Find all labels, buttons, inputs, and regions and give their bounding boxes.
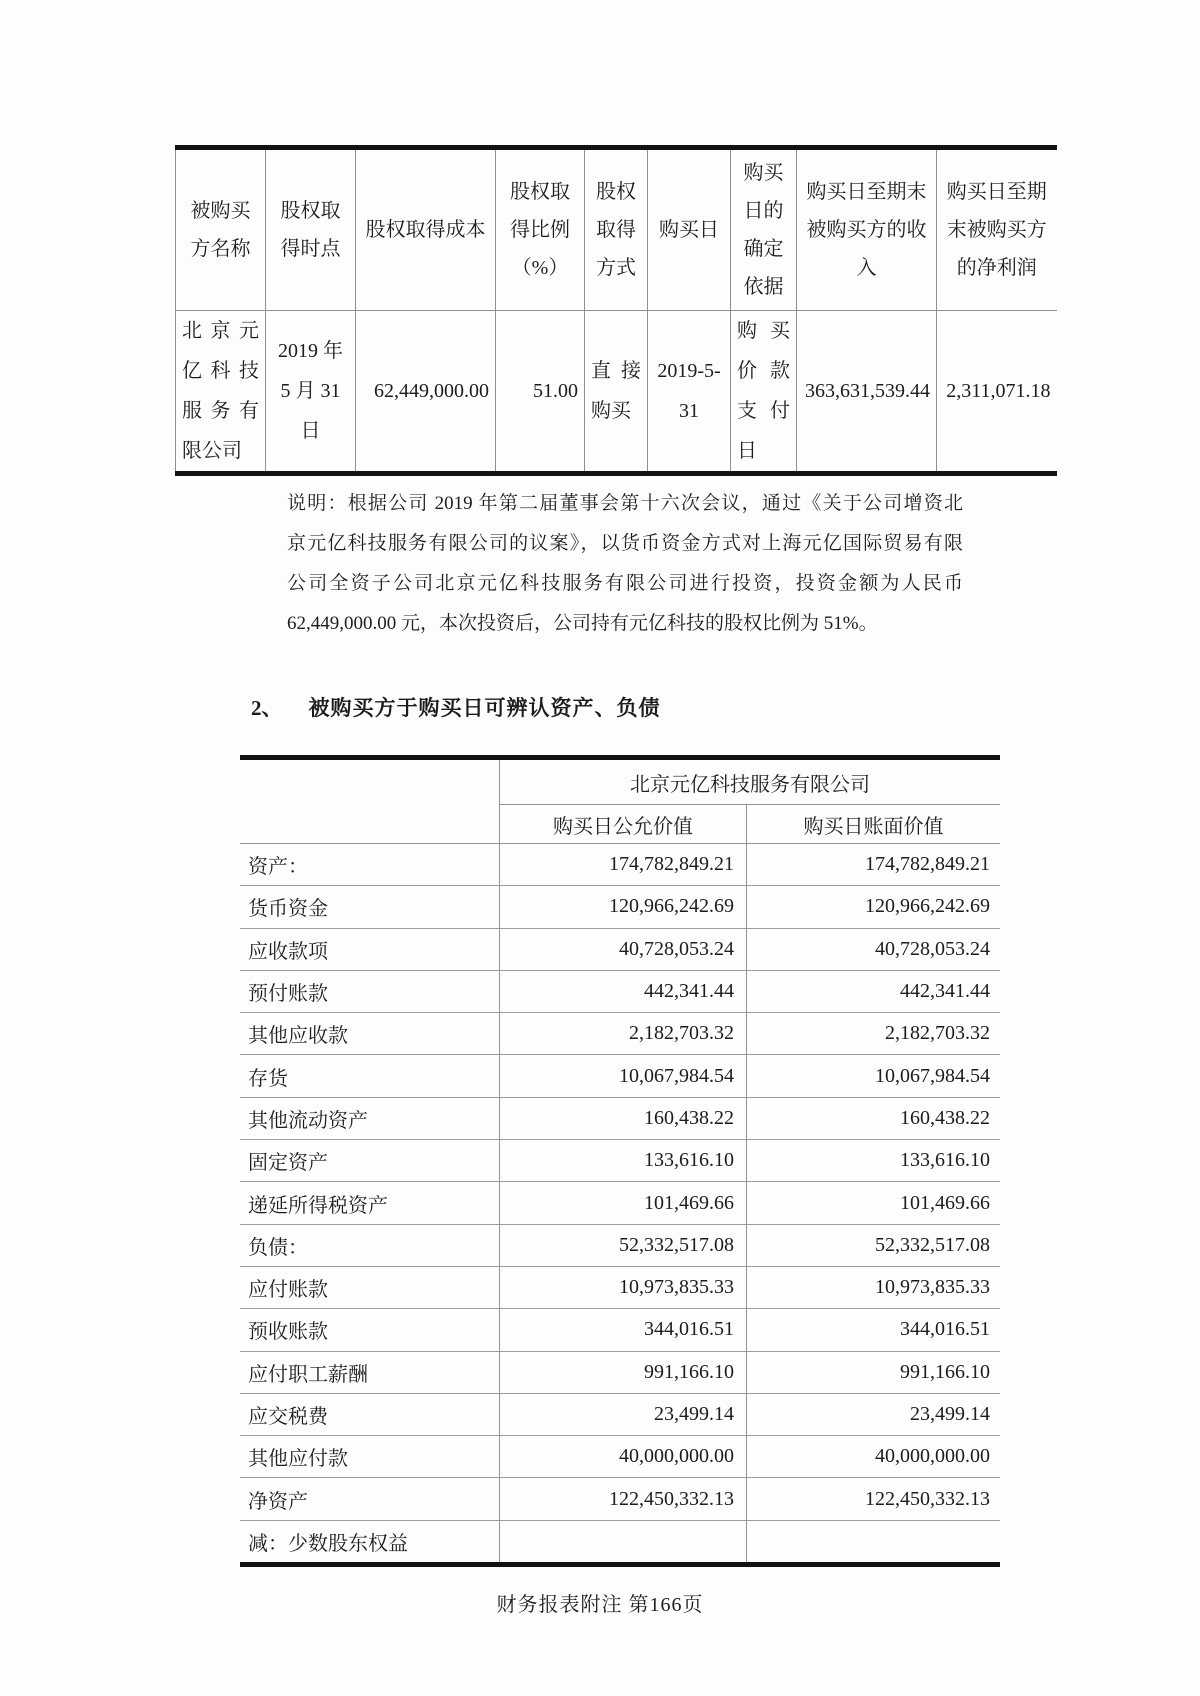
book-value-cell: 344,016.51	[900, 1318, 990, 1341]
fair-value-cell	[500, 1521, 747, 1562]
row-label: 应付职工薪酬	[240, 1352, 500, 1393]
fair-value-cell: 40,000,000.00	[500, 1436, 747, 1477]
note-line: 62,449,000.00 元，本次投资后，公司持有元亿科技的股权比例为 51%。	[287, 613, 878, 634]
note-line: 京元亿科技服务有限公司的议案》，以货币资金方式对上海元亿国际贸易有限	[287, 533, 963, 554]
row-label: 应收款项	[240, 929, 500, 970]
identifiable-assets-table	[240, 755, 1000, 1567]
cell-acquisition-time: 2019 年 5 月 31 日	[266, 311, 356, 474]
row-label: 存货	[240, 1055, 500, 1096]
acquisition-table-header-row	[176, 148, 1057, 311]
book-value-cell: 120,966,242.69	[865, 895, 990, 918]
note-line: 公司全资子公司北京元亿科技服务有限公司进行投资，投资金额为人民币	[287, 573, 963, 594]
table-row	[240, 1394, 1000, 1436]
row-label: 预付账款	[240, 971, 500, 1012]
table-row	[240, 1098, 1000, 1140]
cell-purchase-date: 2019-5-31	[648, 311, 731, 474]
row-label: 资产：	[240, 844, 500, 885]
book-value-cell: 442,341.44	[900, 980, 990, 1003]
book-value-cell	[747, 1521, 1000, 1562]
table-row	[240, 886, 1000, 928]
fair-value-cell: 120,966,242.69	[500, 886, 747, 927]
fair-value-cell: 40,728,053.24	[500, 929, 747, 970]
table-row	[240, 1267, 1000, 1309]
book-value-cell: 10,973,835.33	[875, 1276, 990, 1299]
fair-value-cell: 991,166.10	[500, 1352, 747, 1393]
section-title: 被购买方于购买日可辨认资产、负债	[308, 696, 661, 720]
table-row	[240, 929, 1000, 971]
header-equity-ratio: 股权取得比例（%）	[496, 148, 585, 311]
fair-value-cell: 23,499.14	[500, 1394, 747, 1435]
cell-acquiree-name: 北京元亿科技服务有限公司	[176, 311, 266, 474]
book-value-cell: 52,332,517.08	[875, 1233, 990, 1256]
header-acquisition-time: 股权取得时点	[266, 148, 356, 311]
header-acquiree-name: 被购买方名称	[176, 148, 266, 311]
table-row	[240, 1140, 1000, 1182]
book-value-column-header: 购买日账面价值	[803, 815, 944, 838]
section-number: 2、	[251, 696, 283, 720]
book-value-cell: 40,000,000.00	[875, 1445, 990, 1468]
fair-value-cell: 2,182,703.32	[500, 1013, 747, 1054]
book-value-cell: 133,616.10	[900, 1149, 990, 1172]
table-row	[240, 1013, 1000, 1055]
section-heading	[251, 692, 661, 722]
row-label: 其他应付款	[240, 1436, 500, 1477]
fair-value-cell: 122,450,332.13	[500, 1478, 747, 1519]
book-value-cell: 10,067,984.54	[875, 1064, 990, 1087]
row-label: 减：少数股东权益	[240, 1521, 500, 1562]
cell-acquisition-method: 直接购买	[585, 311, 648, 474]
book-value-cell: 40,728,053.24	[875, 937, 990, 960]
fair-value-cell: 160,438.22	[500, 1098, 747, 1139]
table-row	[240, 1478, 1000, 1520]
fair-value-cell: 133,616.10	[500, 1140, 747, 1181]
fair-value-cell: 101,469.66	[500, 1182, 747, 1223]
fair-value-cell: 10,067,984.54	[500, 1055, 747, 1096]
row-label: 固定资产	[240, 1140, 500, 1181]
table-row	[240, 1182, 1000, 1224]
book-value-cell: 101,469.66	[900, 1191, 990, 1214]
header-purchase-date: 购买日	[648, 148, 731, 311]
row-label: 应付账款	[240, 1267, 500, 1308]
row-label: 应交税费	[240, 1394, 500, 1435]
table-row	[240, 1436, 1000, 1478]
table-row	[240, 1521, 1000, 1562]
row-label: 预收账款	[240, 1309, 500, 1350]
company-name-header: 北京元亿科技服务有限公司	[500, 760, 1000, 805]
cell-purchase-date-basis: 购买价款支付日	[731, 311, 797, 474]
acquisition-table-data-row	[176, 311, 1057, 474]
book-value-cell: 2,182,703.32	[885, 1022, 990, 1045]
row-label: 其他流动资产	[240, 1098, 500, 1139]
fair-value-cell: 442,341.44	[500, 971, 747, 1012]
book-value-cell: 160,438.22	[900, 1106, 990, 1129]
table-row	[240, 844, 1000, 886]
row-label: 其他应收款	[240, 1013, 500, 1054]
note-paragraph	[287, 484, 963, 644]
row-label: 净资产	[240, 1478, 500, 1519]
fair-value-column-header: 购买日公允价值	[500, 805, 747, 843]
header-net-profit-to-period-end: 购买日至期末被购买方的净利润	[937, 148, 1057, 311]
cell-net-profit-to-period-end: 2,311,071.18	[946, 380, 1051, 402]
empty-header-cell	[240, 805, 500, 843]
book-value-cell: 23,499.14	[910, 1403, 990, 1425]
value-columns-header-row	[240, 805, 1000, 844]
table-row	[240, 1225, 1000, 1267]
fair-value-cell: 174,782,849.21	[500, 844, 747, 885]
cell-revenue-to-period-end: 363,631,539.44	[797, 311, 937, 474]
empty-header-cell	[240, 760, 500, 805]
table-row	[240, 1055, 1000, 1097]
cell-acquisition-cost: 62,449,000.00	[356, 311, 496, 474]
company-header-row	[240, 760, 1000, 805]
table-row	[240, 1309, 1000, 1351]
header-revenue-to-period-end: 购买日至期末被购买方的收入	[797, 148, 937, 311]
note-line: 说明：根据公司 2019 年第二届董事会第十六次会议，通过《关于公司增资北	[287, 493, 963, 514]
header-acquisition-method: 股权取得方式	[585, 148, 648, 311]
header-purchase-date-basis: 购买日的确定依据	[731, 148, 797, 311]
book-value-cell: 122,450,332.13	[865, 1487, 990, 1510]
page-footer: 财务报表附注 第166页	[496, 1594, 704, 1616]
identifiable-assets-table-body	[240, 844, 1000, 1562]
book-value-cell: 991,166.10	[900, 1360, 990, 1383]
acquisition-summary-table	[175, 145, 1057, 476]
table-row	[240, 1352, 1000, 1394]
fair-value-cell: 344,016.51	[500, 1309, 747, 1350]
header-acquisition-cost: 股权取得成本	[356, 148, 496, 311]
cell-equity-ratio: 51.00	[496, 311, 585, 474]
book-value-cell: 174,782,849.21	[865, 853, 990, 876]
fair-value-cell: 52,332,517.08	[500, 1225, 747, 1266]
row-label: 递延所得税资产	[240, 1182, 500, 1223]
fair-value-cell: 10,973,835.33	[500, 1267, 747, 1308]
row-label: 货币资金	[240, 886, 500, 927]
row-label: 负债：	[240, 1225, 500, 1266]
table-row	[240, 971, 1000, 1013]
